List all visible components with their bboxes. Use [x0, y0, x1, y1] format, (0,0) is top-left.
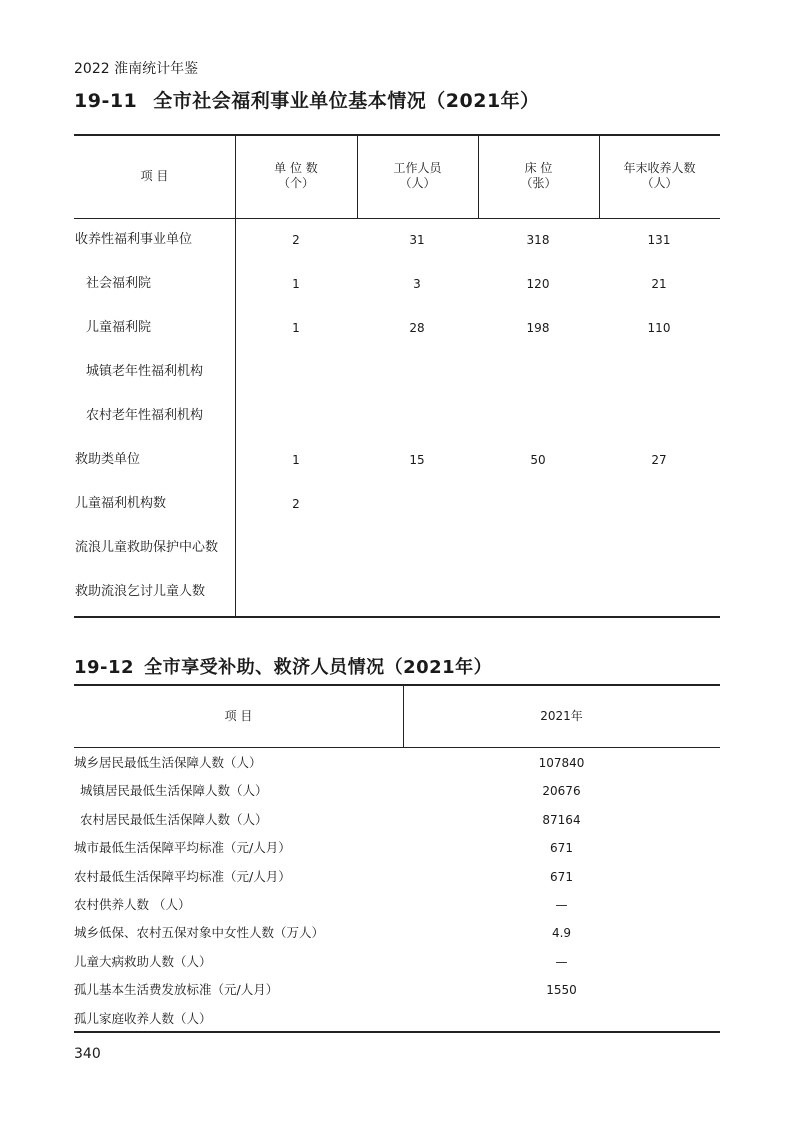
table-row [74, 394, 720, 438]
table-row [74, 948, 720, 976]
cell-value: 2 [292, 497, 300, 511]
row-label: 孤儿家庭收养人数（人） [74, 1010, 212, 1026]
table-row [74, 976, 720, 1004]
header-unit: （人） [641, 176, 678, 190]
table2-header-item: 项 目 [224, 709, 253, 723]
table1-header-beds [478, 134, 599, 218]
row-label: 城乡居民最低生活保障人数（人） [74, 755, 262, 770]
row-label: 城镇居民最低生活保障人数（人） [80, 783, 268, 799]
table-row [74, 834, 720, 862]
row-label: 收养性福利事业单位 [75, 232, 193, 247]
table-row [74, 306, 720, 350]
table2-title [74, 653, 492, 679]
cell-value: 31 [409, 233, 425, 247]
cell-value: 50 [530, 453, 546, 467]
cell-value: 1 [292, 453, 300, 467]
running-head: 2022 淮南统计年鉴 [74, 61, 199, 77]
cell-value: 1550 [546, 983, 577, 998]
row-label: 救助流浪乞讨儿童人数 [75, 584, 206, 599]
table2-header-year: 2021年 [540, 709, 583, 723]
row-label: 社会福利院 [86, 276, 152, 291]
table1-title [74, 86, 540, 113]
table-row [74, 919, 720, 947]
table-row [74, 262, 720, 306]
row-label: 农村老年性福利机构 [86, 408, 204, 423]
cell-value: 198 [526, 321, 550, 335]
cell-value: 20676 [542, 784, 581, 799]
table-row [74, 749, 720, 777]
cell-value: 671 [550, 869, 573, 884]
table-row [74, 438, 720, 482]
header-unit: （人） [399, 176, 436, 190]
header-unit: （张） [520, 176, 557, 190]
table-row [74, 863, 720, 891]
cell-value: 1 [292, 277, 300, 291]
table-row [74, 806, 720, 834]
cell-value: 1 [292, 321, 300, 335]
cell-value: 15 [409, 453, 425, 467]
cell-value: — [555, 898, 568, 912]
row-label: 农村最低生活保障平均标准（元/人月） [74, 868, 291, 884]
header-line: 工作人员 [393, 161, 442, 175]
table-row [74, 891, 720, 919]
table1-title-text: 全市社会福利事业单位基本情况（2021年） [153, 90, 540, 112]
row-label: 城镇老年性福利机构 [86, 364, 204, 379]
row-label: 儿童福利机构数 [75, 496, 167, 511]
cell-value: 27 [651, 453, 667, 467]
header-line: 年末收养人数 [623, 161, 696, 175]
header-line: 床 位 [524, 161, 553, 175]
table-row [74, 526, 720, 570]
table2 [74, 684, 720, 1034]
table1-header-item [74, 134, 235, 218]
table-row [74, 777, 720, 805]
table1-bottom-rule [74, 616, 720, 618]
table1-number: 19-11 [74, 90, 138, 112]
cell-value: 671 [550, 841, 573, 856]
cell-value: 3 [413, 277, 421, 291]
row-label: 儿童福利院 [86, 320, 152, 335]
cell-value: 87164 [542, 812, 581, 827]
table-row [74, 218, 720, 262]
table1-header-units [235, 134, 357, 218]
header-unit: （个） [277, 176, 314, 190]
table2-title-text: 全市享受补助、救济人员情况（2021年） [144, 657, 493, 678]
row-label: 救助类单位 [75, 452, 141, 467]
row-label: 城市最低生活保障平均标准（元/人月） [74, 840, 291, 856]
cell-value: 120 [526, 277, 550, 291]
cell-value: 107840 [538, 756, 585, 770]
page-number: 340 [74, 1046, 101, 1062]
cell-value: 2 [292, 233, 300, 247]
table-row [74, 350, 720, 394]
table2-header-rule [74, 747, 720, 748]
table-row [74, 570, 720, 614]
cell-value: 4.9 [551, 926, 572, 941]
row-label: 儿童大病救助人数（人） [74, 953, 212, 969]
table2-number: 19-12 [74, 657, 135, 678]
table-row [74, 482, 720, 526]
cell-value: — [555, 954, 568, 969]
row-label: 流浪儿童救助保护中心数 [75, 540, 219, 555]
cell-value: 131 [647, 233, 671, 247]
row-label: 农村居民最低生活保障人数（人） [80, 811, 268, 827]
cell-value: 28 [409, 321, 425, 335]
row-label: 城乡低保、农村五保对象中女性人数（万人） [74, 925, 325, 941]
cell-value: 21 [651, 277, 667, 291]
table1-header-staff [357, 134, 478, 218]
row-label: 孤儿基本生活费发放标准（元/人月） [74, 982, 279, 998]
header-line: 单 位 数 [274, 161, 318, 175]
row-label: 农村供养人数 （人） [74, 897, 191, 912]
cell-value: 318 [526, 233, 550, 247]
cell-value: 110 [647, 321, 671, 335]
table1-header-adopted [599, 134, 720, 218]
header-line: 项 目 [140, 168, 169, 183]
table-row [74, 1005, 720, 1033]
table1 [74, 134, 720, 618]
